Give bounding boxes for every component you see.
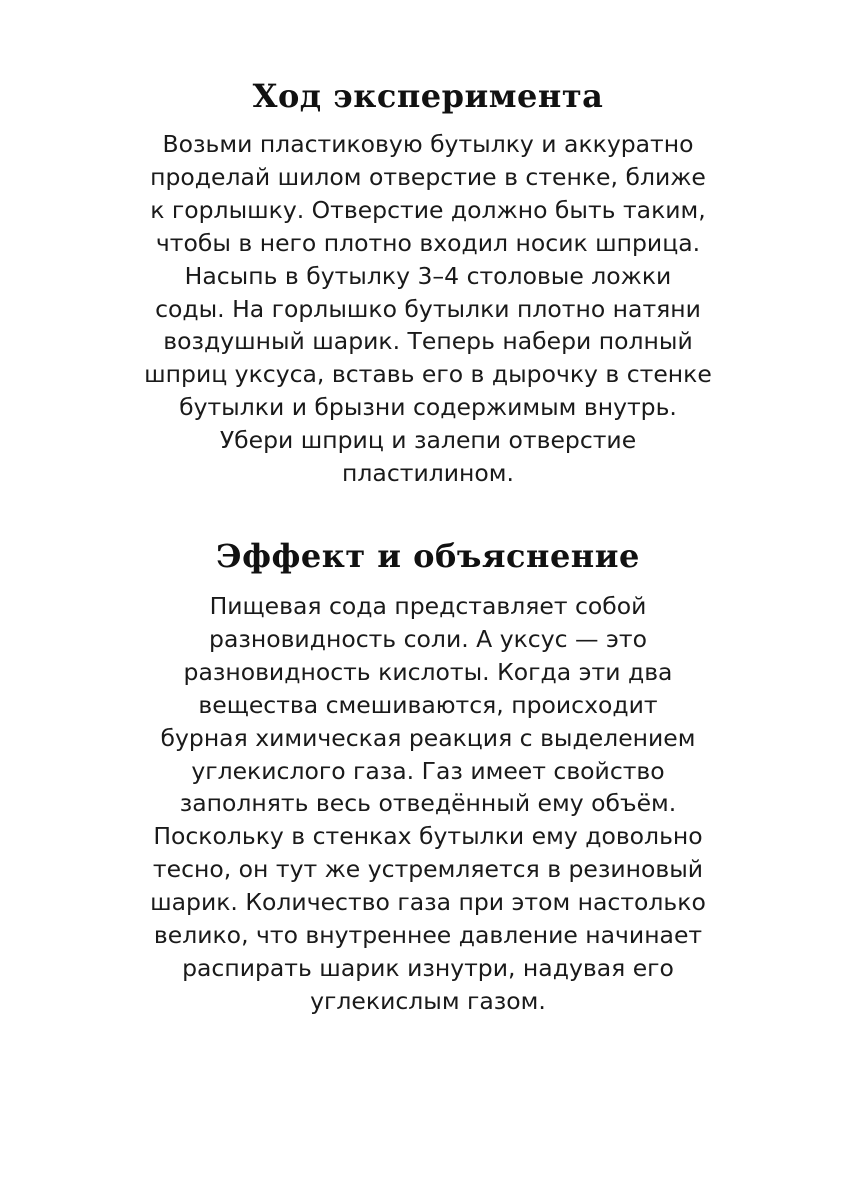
experiment-paragraph — [130, 128, 726, 490]
paragraph-line: Насыпь в бутылку 3–4 столовые ложки — [184, 261, 672, 290]
paragraph-line: воздушный шарик. Теперь набери полный — [163, 327, 693, 356]
paragraph-line: чтобы в него плотно входил носик шприца. — [155, 228, 701, 257]
paragraph-line: шарик. Количество газа при этом настолько — [150, 888, 706, 917]
paragraph-line: разновидность кислоты. Когда эти два — [183, 657, 673, 686]
paragraph-line: пластилином. — [342, 459, 514, 488]
paragraph-line: вещества смешиваются, происходит — [198, 690, 658, 719]
paragraph-line: соды. На горлышко бутылки плотно натяни — [155, 294, 701, 323]
section-heading-experiment: Ход эксперимента — [252, 77, 604, 115]
paragraph-line: велико, что внутреннее давление начинает — [153, 921, 703, 950]
paragraph-line: Возьми пластиковую бутылку и аккуратно — [162, 130, 694, 158]
paragraph-line: проделай шилом отверстие в стенке, ближе — [150, 162, 706, 191]
paragraph-line: заполнять весь отведённый ему объём. — [179, 789, 677, 818]
paragraph-line: бутылки и брызни содержимым внутрь. — [179, 393, 677, 422]
section-heading-explanation: Эффект и объяснение — [216, 537, 640, 575]
paragraph-line: шприц уксуса, вставь его в дырочку в стенке — [144, 360, 712, 389]
paragraph-line: тесно, он тут же устремляется в резиновый — [152, 855, 704, 884]
paragraph-line: к горлышку. Отверстие должно быть таким, — [150, 195, 706, 224]
paragraph-line: Убери шприц и залепи отверстие — [219, 426, 637, 455]
paragraph-line: углекислого газа. Газ имеет свойство — [191, 756, 665, 785]
paragraph-line: распирать шарик изнутри, надувая его — [182, 953, 674, 982]
paragraph-line: бурная химическая реакция с выделением — [160, 723, 696, 752]
paragraph-line: углекислым газом. — [310, 986, 546, 1015]
paragraph-line: Пищевая сода представляет собой — [209, 592, 647, 620]
paragraph-line: Поскольку в стенках бутылки ему довольно — [153, 822, 703, 851]
explanation-paragraph — [130, 590, 726, 1018]
paragraph-line: разновидность соли. А уксус — это — [209, 624, 647, 653]
